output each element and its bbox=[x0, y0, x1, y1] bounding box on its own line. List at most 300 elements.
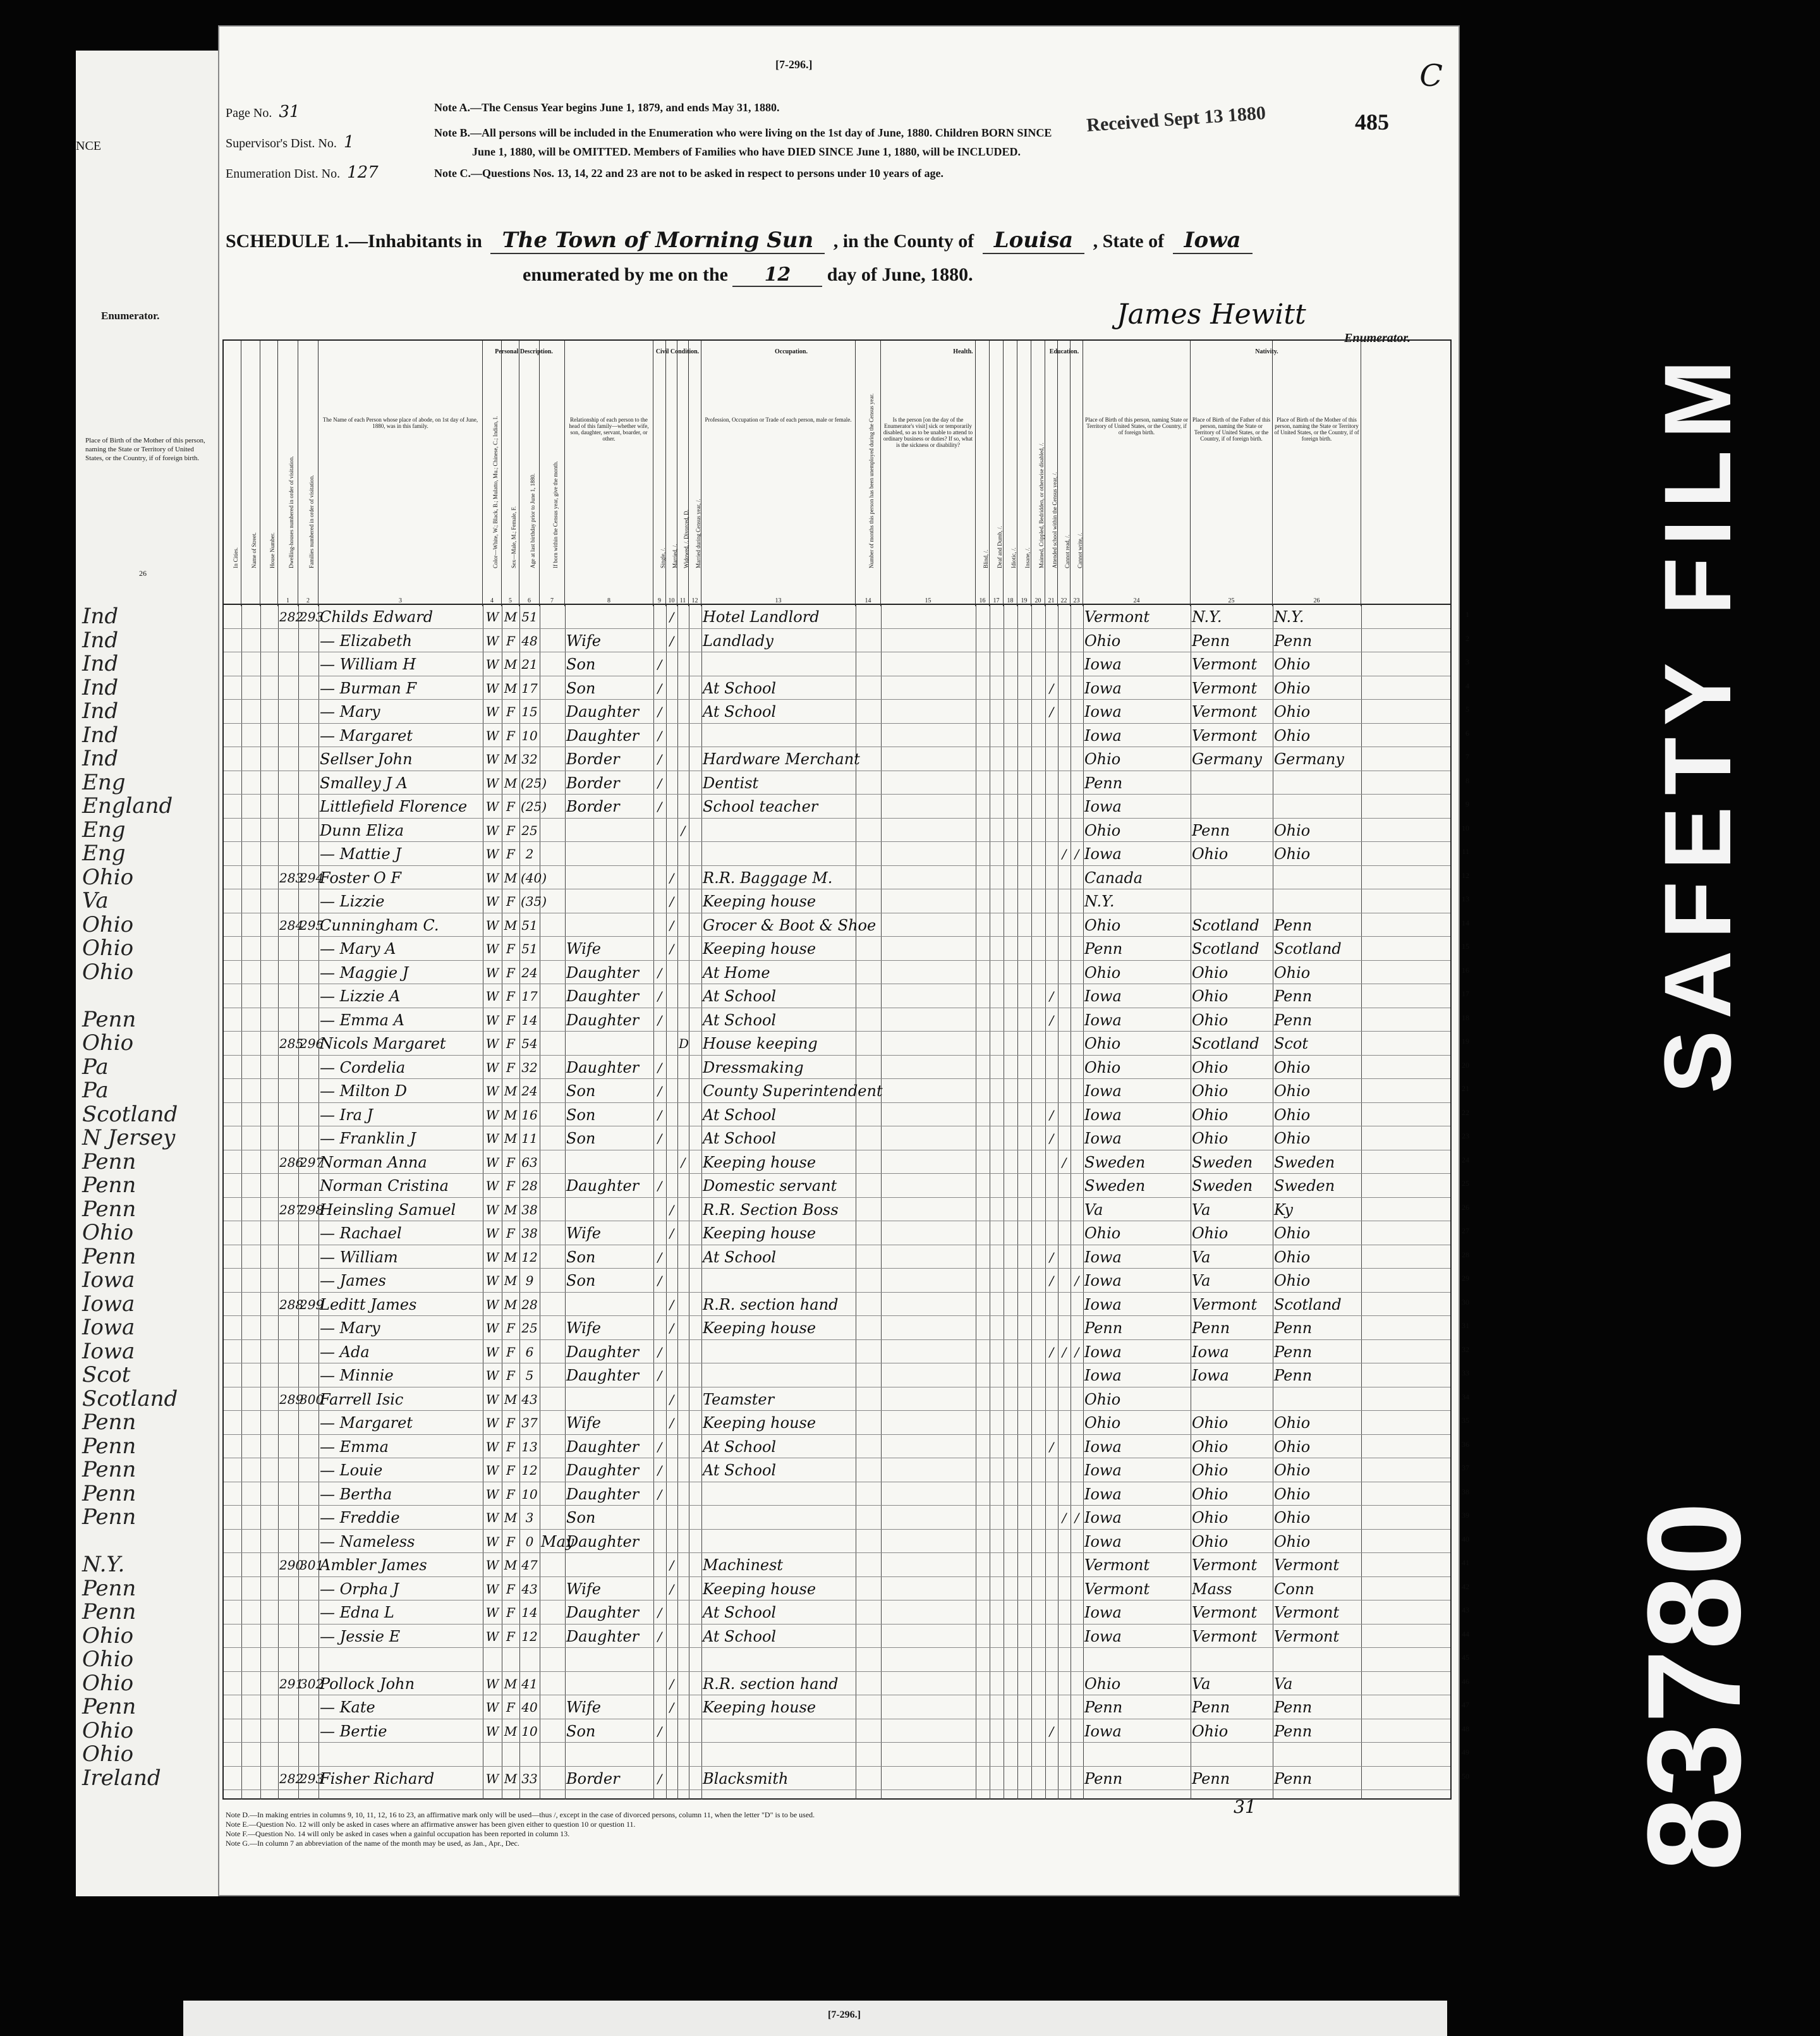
cell-relation: Wife bbox=[566, 1319, 602, 1337]
cell-sick bbox=[882, 843, 974, 865]
cell-cread bbox=[1059, 1649, 1069, 1671]
cell-mother: Conn bbox=[1274, 1580, 1314, 1598]
cell-color: W bbox=[485, 1154, 499, 1170]
cell-dwelling bbox=[279, 796, 297, 817]
cell-occupation: School teacher bbox=[703, 798, 818, 815]
cell-school: / bbox=[1049, 704, 1054, 719]
cell-single bbox=[655, 1317, 665, 1339]
cell-birth: Iowa bbox=[1084, 726, 1122, 745]
cell-name: — Mary bbox=[320, 1319, 380, 1337]
cell-unemp bbox=[857, 1531, 880, 1552]
cell-cread bbox=[1059, 654, 1069, 675]
cell-family: 296 bbox=[300, 1036, 324, 1051]
line-number: 22 bbox=[1462, 1107, 1469, 1117]
cell-name: — Mary A bbox=[320, 940, 396, 958]
cell-occupation: Blacksmith bbox=[703, 1769, 789, 1788]
cell-dwelling bbox=[279, 1080, 297, 1102]
cell-cread bbox=[1059, 1128, 1069, 1149]
cell-occupation: At School bbox=[703, 1604, 777, 1621]
column-header-label: Is the person [on the day of the Enumerator's visit] sick or temporarily disabled, so as to be unable to attend to ordinary business or duties? If so, what is the sickness or disability? bbox=[883, 417, 973, 448]
cell-occupation: Domestic servant bbox=[703, 1177, 837, 1195]
cell-occupation: At School bbox=[703, 1627, 777, 1645]
cell-mother: Penn bbox=[1274, 987, 1313, 1005]
cell-sex: F bbox=[506, 846, 515, 862]
cell-school: / bbox=[1049, 1107, 1054, 1123]
left-page-entry: Iowa bbox=[82, 1338, 135, 1364]
cell-school: / bbox=[1049, 1723, 1054, 1739]
cell-school bbox=[1046, 630, 1057, 652]
cell-cread bbox=[1059, 1602, 1069, 1623]
cell-sick bbox=[882, 820, 974, 841]
cell-single: / bbox=[657, 1344, 662, 1360]
table-row bbox=[224, 913, 1469, 937]
cell-cwrite bbox=[1072, 1626, 1082, 1647]
cell-birth: Sweden bbox=[1084, 1177, 1146, 1195]
cell-sick bbox=[882, 1057, 974, 1078]
cell-cwrite: / bbox=[1074, 846, 1079, 862]
column-header bbox=[483, 341, 502, 606]
cell-color: W bbox=[485, 1226, 499, 1241]
cell-relation: Wife bbox=[566, 631, 602, 650]
cell-father: Vermont bbox=[1192, 726, 1258, 745]
cell-birth: Iowa bbox=[1084, 1604, 1122, 1621]
cell-dwelling: 284 bbox=[279, 917, 304, 933]
cell-single bbox=[655, 820, 665, 841]
cell-family bbox=[300, 1317, 317, 1339]
column-header bbox=[653, 341, 666, 606]
enumeration-suffix: day of June, 1880. bbox=[827, 264, 973, 285]
cell-dwelling bbox=[279, 1270, 297, 1291]
cell-school bbox=[1046, 1673, 1057, 1695]
cell-occupation: Grocer & Boot & Shoe bbox=[703, 916, 877, 934]
line-number: 21 bbox=[1462, 1084, 1469, 1093]
cell-widowed bbox=[679, 938, 688, 960]
column-header-number: 25 bbox=[1228, 597, 1235, 604]
cell-relation bbox=[566, 1649, 652, 1671]
cell-cwrite bbox=[1072, 1531, 1082, 1552]
cell-color: W bbox=[485, 1320, 499, 1336]
column-header-label: Attended school within the Census year, /. bbox=[1051, 472, 1058, 568]
cell-widowed: D bbox=[679, 1036, 689, 1051]
enumeration-district-value: 127 bbox=[347, 163, 379, 182]
table-row bbox=[224, 889, 1469, 913]
cell-name: — Mattie J bbox=[320, 845, 401, 863]
cell-sick bbox=[882, 630, 974, 652]
cell-mother bbox=[1274, 796, 1360, 817]
cell-sex: F bbox=[506, 1344, 515, 1360]
cell-father: Vermont bbox=[1192, 1627, 1258, 1645]
cell-occupation: House keeping bbox=[703, 1035, 818, 1052]
left-page-entry: N Jersey bbox=[82, 1125, 176, 1150]
cell-school bbox=[1046, 1222, 1057, 1244]
cell-occupation: Keeping house bbox=[703, 1580, 816, 1598]
cell-family bbox=[300, 701, 317, 722]
cell-age: 10 bbox=[521, 1486, 538, 1502]
cell-unemp bbox=[857, 748, 880, 770]
cell-mother: Vermont bbox=[1274, 1627, 1340, 1645]
left-page-entry: Penn bbox=[82, 1196, 136, 1222]
cell-sex: F bbox=[506, 1036, 515, 1051]
cell-family: 300 bbox=[300, 1391, 324, 1407]
cell-sex: F bbox=[506, 633, 515, 649]
cell-single: / bbox=[657, 1273, 662, 1288]
cell-relation: Border bbox=[566, 750, 620, 768]
cell-school bbox=[1046, 654, 1057, 675]
column-header-label: Families numbered in order of visitation. bbox=[308, 475, 315, 568]
cell-unemp bbox=[857, 1673, 880, 1695]
cell-name: — Elizabeth bbox=[320, 631, 413, 650]
cell-unemp bbox=[857, 1578, 880, 1600]
supervisor-line bbox=[226, 133, 354, 152]
cell-married bbox=[667, 1626, 676, 1647]
cell-family: 302 bbox=[300, 1676, 324, 1692]
cell-color: W bbox=[485, 1439, 499, 1454]
line-number: 46 bbox=[1462, 1676, 1469, 1686]
cell-cread bbox=[1059, 1222, 1069, 1244]
cell-name: Heinsling Samuel bbox=[320, 1200, 456, 1219]
cell-birth: Iowa bbox=[1084, 845, 1122, 863]
cell-name: — Mary bbox=[320, 703, 380, 721]
cell-cwrite bbox=[1072, 1294, 1082, 1315]
cell-age: 28 bbox=[521, 1178, 538, 1193]
left-page-entry: Scotland bbox=[82, 1101, 178, 1127]
line-number: 34 bbox=[1462, 1392, 1469, 1401]
enumerator-signature: James Hewitt bbox=[1117, 298, 1306, 331]
cell-cwrite bbox=[1072, 1602, 1082, 1623]
cell-married bbox=[667, 1531, 676, 1552]
cell-sex: F bbox=[506, 1533, 515, 1549]
cell-family: 297 bbox=[300, 1154, 324, 1170]
cell-relation: Daughter bbox=[566, 1627, 640, 1645]
table-row bbox=[224, 1530, 1469, 1554]
cell-father bbox=[1192, 772, 1271, 794]
cell-cwrite bbox=[1072, 1175, 1082, 1197]
cell-unemp bbox=[857, 962, 880, 984]
cell-unemp bbox=[857, 1294, 880, 1315]
column-header-label: The Name of each Person whose place of abode, on 1st day of June, 1880, was in this family. bbox=[322, 417, 478, 429]
cell-cwrite bbox=[1072, 891, 1082, 912]
line-number: 23 bbox=[1462, 1131, 1469, 1140]
cell-birth: Penn bbox=[1084, 940, 1123, 958]
cell-single: / bbox=[657, 1107, 662, 1123]
cell-single bbox=[655, 1673, 665, 1695]
line-number: 32 bbox=[1462, 1344, 1469, 1354]
cell-cread bbox=[1059, 1531, 1069, 1552]
line-number: 28 bbox=[1462, 1250, 1469, 1259]
cell-birth: Sweden bbox=[1084, 1153, 1146, 1171]
cell-name: — Cordelia bbox=[320, 1058, 406, 1076]
cell-school bbox=[1046, 772, 1057, 794]
cell-sick bbox=[882, 1602, 974, 1623]
cell-relation: Daughter bbox=[566, 987, 640, 1005]
table-row bbox=[224, 1743, 1469, 1767]
cell-family bbox=[300, 1744, 317, 1765]
cell-family bbox=[300, 748, 317, 770]
line-number: 26 bbox=[1462, 1202, 1469, 1212]
cell-sex: M bbox=[504, 657, 518, 672]
cell-color: W bbox=[485, 917, 499, 933]
cell-age: 14 bbox=[521, 1605, 538, 1620]
line-number: 16 bbox=[1462, 965, 1469, 975]
cell-dwelling: 282 bbox=[279, 1771, 304, 1786]
left-page-entry: Penn bbox=[82, 1006, 136, 1032]
cell-sex: M bbox=[504, 680, 518, 696]
cell-cwrite bbox=[1072, 1460, 1082, 1481]
cell-sick bbox=[882, 1270, 974, 1291]
cell-widowed bbox=[679, 1270, 688, 1291]
cell-cread bbox=[1059, 891, 1069, 912]
cell-relation: Daughter bbox=[566, 1461, 640, 1479]
left-page-entry: Va bbox=[82, 888, 109, 913]
cell-color: W bbox=[485, 1700, 499, 1715]
cell-mother: Ohio bbox=[1274, 1248, 1311, 1266]
left-page bbox=[76, 51, 223, 1896]
column-header bbox=[990, 341, 1004, 606]
cell-cread bbox=[1059, 725, 1069, 747]
cell-occupation bbox=[703, 654, 854, 675]
line-number: 2 bbox=[1465, 633, 1469, 643]
cell-father: Ohio bbox=[1192, 845, 1228, 863]
cell-unemp bbox=[857, 1152, 880, 1173]
cell-mother: Penn bbox=[1274, 1722, 1313, 1740]
cell-mother: Penn bbox=[1274, 1319, 1313, 1337]
cell-sex: M bbox=[504, 1083, 518, 1099]
left-page-entry: Pa bbox=[82, 1078, 109, 1103]
cell-unemp bbox=[857, 843, 880, 865]
column-header bbox=[701, 341, 856, 606]
cell-dwelling bbox=[279, 1412, 297, 1434]
line-number: 12 bbox=[1462, 870, 1469, 880]
cell-widowed bbox=[679, 1365, 688, 1386]
cell-name: — Milton D bbox=[320, 1082, 407, 1100]
cell-occupation: Keeping house bbox=[703, 1414, 816, 1432]
line-number: 9 bbox=[1465, 800, 1469, 808]
cell-family bbox=[300, 1175, 317, 1197]
cell-married: / bbox=[669, 1391, 674, 1407]
cell-color: W bbox=[485, 1083, 499, 1099]
cell-birth: Canada bbox=[1084, 869, 1143, 887]
cell-dwelling bbox=[279, 1317, 297, 1339]
cell-sick bbox=[882, 938, 974, 960]
line-number: 49 bbox=[1462, 1748, 1469, 1757]
cell-father: Vermont bbox=[1192, 655, 1258, 673]
cell-family: 294 bbox=[300, 870, 324, 886]
cell-relation: Daughter bbox=[566, 726, 640, 745]
cell-widowed bbox=[679, 1721, 688, 1742]
cell-married: / bbox=[669, 1581, 674, 1597]
cell-family bbox=[300, 1080, 317, 1102]
cell-single bbox=[655, 1554, 665, 1576]
cell-cread bbox=[1059, 1080, 1069, 1102]
left-page-entry: Iowa bbox=[82, 1267, 135, 1293]
cell-birth: Ohio bbox=[1084, 916, 1121, 934]
cell-sex: M bbox=[504, 1723, 518, 1739]
cell-dwelling bbox=[279, 938, 297, 960]
cell-father: Ohio bbox=[1192, 1414, 1228, 1432]
cell-relation bbox=[566, 1389, 652, 1410]
page-no-label: Page No. bbox=[226, 106, 272, 120]
cell-color: W bbox=[485, 1723, 499, 1739]
cell-unemp bbox=[857, 678, 880, 699]
cell-father: Penn bbox=[1192, 1698, 1230, 1716]
cell-school bbox=[1046, 1649, 1057, 1671]
cell-sick bbox=[882, 1460, 974, 1481]
column-header-number: 4 bbox=[490, 597, 494, 604]
cell-name: — Louie bbox=[320, 1461, 383, 1479]
table-row bbox=[224, 1363, 1469, 1387]
cell-widowed bbox=[679, 962, 688, 984]
cell-name: — Lizzie A bbox=[320, 987, 401, 1005]
table-row bbox=[224, 1506, 1469, 1530]
left-page-entry: Pa bbox=[82, 1054, 109, 1080]
table-row bbox=[224, 771, 1469, 795]
column-header bbox=[298, 341, 318, 606]
cell-age: 32 bbox=[521, 752, 538, 767]
cell-single: / bbox=[657, 1771, 662, 1786]
cell-unemp bbox=[857, 1033, 880, 1054]
cell-occupation: Hotel Landlord bbox=[703, 608, 820, 626]
cell-dwelling bbox=[279, 1484, 297, 1505]
cell-sick bbox=[882, 1033, 974, 1054]
cell-mother: Ohio bbox=[1274, 1461, 1311, 1479]
cell-cwrite bbox=[1072, 654, 1082, 675]
column-header-label: Relationship of each person to the head of this family—whether wife, son, daughter, servant, boarder, or other. bbox=[569, 417, 649, 442]
cell-sex: F bbox=[506, 704, 515, 719]
cell-married bbox=[667, 654, 676, 675]
cell-father bbox=[1192, 867, 1271, 889]
cell-father bbox=[1192, 796, 1271, 817]
cell-cread bbox=[1059, 1697, 1069, 1718]
cell-married bbox=[667, 796, 676, 817]
cell-unemp bbox=[857, 1768, 880, 1789]
column-header-label: Idiotic, /. bbox=[1010, 547, 1017, 568]
left-page-entry: Penn bbox=[82, 1149, 136, 1174]
cell-dwelling bbox=[279, 1649, 297, 1671]
cell-father: N.Y. bbox=[1192, 608, 1222, 626]
cell-family bbox=[300, 654, 317, 675]
cell-mother: Penn bbox=[1274, 916, 1313, 934]
cell-family bbox=[300, 1697, 317, 1718]
cell-school bbox=[1046, 1080, 1057, 1102]
cell-married: / bbox=[669, 1296, 674, 1312]
cell-relation: Wife bbox=[566, 1580, 602, 1598]
line-number: 18 bbox=[1462, 1013, 1469, 1022]
cell-single bbox=[655, 1199, 665, 1221]
left-page-entry: Penn bbox=[82, 1243, 136, 1269]
cell-school bbox=[1046, 1460, 1057, 1481]
cell-occupation bbox=[703, 725, 854, 747]
column-header bbox=[224, 341, 241, 606]
cell-relation bbox=[566, 1744, 652, 1765]
line-number: 29 bbox=[1462, 1274, 1469, 1283]
cell-relation bbox=[566, 843, 652, 865]
cell-cread bbox=[1059, 962, 1069, 984]
cell-name: Pollock John bbox=[320, 1674, 415, 1693]
cell-widowed bbox=[679, 654, 688, 675]
cell-relation bbox=[566, 606, 652, 628]
enumeration-district-line bbox=[226, 163, 379, 182]
cell-school bbox=[1046, 891, 1057, 912]
cell-occupation: At School bbox=[703, 1461, 777, 1479]
line-number: 24 bbox=[1462, 1155, 1469, 1164]
cell-school bbox=[1046, 1744, 1057, 1765]
cell-sex: M bbox=[504, 1676, 518, 1692]
table-row bbox=[224, 842, 1469, 866]
cell-relation: Son bbox=[566, 1106, 596, 1124]
column-header-label: Color—White, W.; Black, B.; Mulatto, Mu.; Chinese, C.; Indian, I. bbox=[492, 416, 499, 568]
cell-name: Foster O F bbox=[320, 869, 402, 887]
cell-mother: Scotland bbox=[1274, 940, 1342, 958]
cell-sex: M bbox=[504, 1131, 518, 1146]
cell-single bbox=[655, 1222, 665, 1244]
cell-birth: Iowa bbox=[1084, 1509, 1122, 1527]
column-header-label: Profession, Occupation or Trade of each person, male or female. bbox=[705, 417, 852, 423]
cell-married bbox=[667, 678, 676, 699]
cell-family bbox=[300, 985, 317, 1007]
cell-sex: M bbox=[504, 1771, 518, 1786]
cell-color bbox=[484, 1649, 500, 1671]
line-number: 42 bbox=[1462, 1582, 1469, 1591]
cell-name: — Ada bbox=[320, 1343, 370, 1361]
cell-school: / bbox=[1049, 1273, 1054, 1288]
cell-age: 6 bbox=[525, 1344, 534, 1360]
cell-mother: Ohio bbox=[1274, 1509, 1311, 1527]
cell-mother bbox=[1274, 772, 1360, 794]
cell-widowed bbox=[679, 1744, 688, 1765]
table-row bbox=[224, 1008, 1469, 1032]
cell-unemp bbox=[857, 1009, 880, 1031]
cell-widowed bbox=[679, 1697, 688, 1718]
cell-relation: Son bbox=[566, 1130, 596, 1147]
cell-father: Scotland bbox=[1192, 1035, 1259, 1052]
cell-age: 14 bbox=[521, 1012, 538, 1028]
cell-dwelling bbox=[279, 962, 297, 984]
cell-birth: Iowa bbox=[1084, 1106, 1122, 1124]
cell-cread bbox=[1059, 1484, 1069, 1505]
cell-mother: Penn bbox=[1274, 1011, 1313, 1029]
enumerator-label: Enumerator. bbox=[1344, 331, 1411, 345]
cell-widowed bbox=[679, 1649, 688, 1671]
cell-sex: F bbox=[506, 1605, 515, 1620]
cell-occupation bbox=[703, 1721, 854, 1742]
column-header-label: House Number. bbox=[269, 532, 276, 568]
cell-cread bbox=[1059, 1744, 1069, 1765]
cell-family bbox=[300, 1247, 317, 1268]
cell-color: W bbox=[485, 846, 499, 862]
cell-sick bbox=[882, 1436, 974, 1458]
table-header bbox=[222, 339, 1452, 605]
cell-married: / bbox=[669, 1415, 674, 1430]
cell-cread bbox=[1059, 1554, 1069, 1576]
cell-sick bbox=[882, 1080, 974, 1102]
cell-sick bbox=[882, 606, 974, 628]
cell-school bbox=[1046, 1578, 1057, 1600]
column-header-number: 16 bbox=[979, 597, 986, 604]
cell-color: W bbox=[485, 704, 499, 719]
cell-birth bbox=[1084, 1744, 1189, 1765]
cell-color: W bbox=[485, 1605, 499, 1620]
line-number: 40 bbox=[1462, 1534, 1469, 1544]
cell-sex: M bbox=[504, 870, 518, 886]
cell-widowed bbox=[679, 915, 688, 936]
cell-unemp bbox=[857, 1341, 880, 1363]
cell-school bbox=[1046, 1199, 1057, 1221]
line-number: 20 bbox=[1462, 1060, 1469, 1070]
cell-birth: Ohio bbox=[1084, 1414, 1121, 1432]
cell-family bbox=[300, 1270, 317, 1291]
cell-birth: Iowa bbox=[1084, 1485, 1122, 1503]
cell-sick bbox=[882, 1222, 974, 1244]
